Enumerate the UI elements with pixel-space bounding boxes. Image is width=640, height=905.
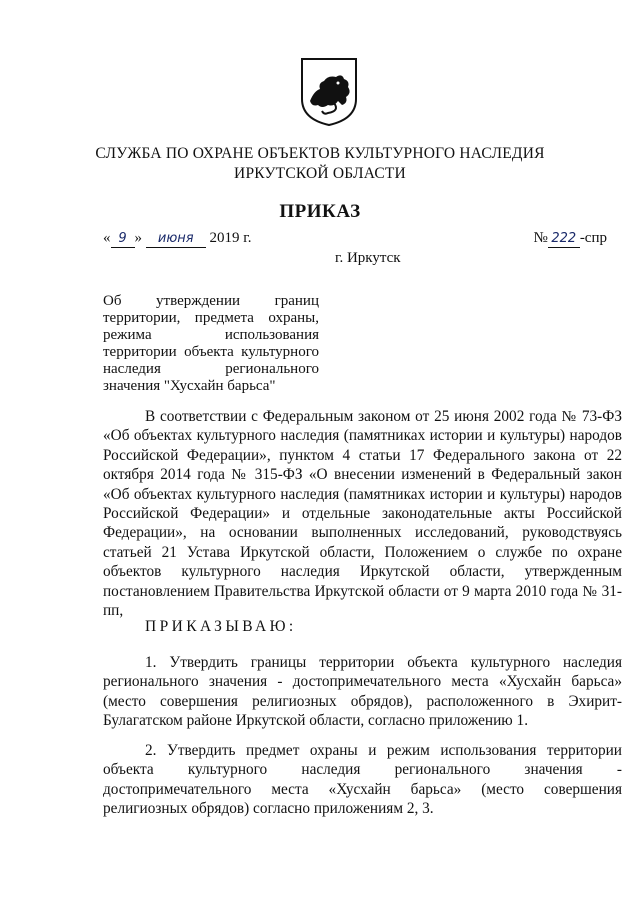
- order-item-1: 1. Утвердить границы территории объекта культурного наследия регионального значения - достопримечательного места «Хусхайн барьса» (место совершения религиозных обрядов), расположенного в Эхирит-Булагатском районе Иркутской области, согласно приложению 1.: [103, 654, 622, 730]
- number-suffix: -спр: [579, 230, 607, 246]
- date-close-quote: »: [134, 230, 142, 246]
- date-month: июня: [157, 231, 194, 246]
- date-open-quote: «: [103, 230, 111, 246]
- document-city: г. Иркутск: [335, 250, 401, 266]
- organization-name-line2: ИРКУТСКОЙ ОБЛАСТИ: [234, 165, 406, 182]
- number-prefix: №: [533, 230, 548, 246]
- subject-line: значения "Хусхайн барьса": [103, 378, 276, 394]
- subject-line: Об утверждении границ: [103, 293, 319, 309]
- subject-line: территории, предмета охраны,: [103, 310, 319, 326]
- number-value: 222: [551, 231, 577, 246]
- document-title: ПРИКАЗ: [279, 201, 361, 222]
- preamble-paragraph: В соответствии с Федеральным законом от 25 июня 2002 года № 73-ФЗ «Об объектах культурного наследия (памятниках истории и культуры) народов Российской Федерации», пунктом 4 статьи 17 Федерального закона от 22 октября 2014 года № 315-ФЗ «О внесении изменений в Федеральный закон «Об объектах культурного наследия (памятниках истории и культуры) народов Российской Федерации» и отдельные законодательные акты Российской Федерации», на основании выполненных исследований, руководствуясь статьей 21 Устава Иркутской области, Положением о службе по охране объектов культурного наследия Иркутской области, утвержденным постановлением Правительства Иркутской области от 9 марта 2010 года № 31-пп,: [103, 408, 622, 620]
- subject-line: территории объекта культурного: [103, 344, 319, 360]
- date-day: 9: [118, 231, 127, 246]
- coat-of-arms-emblem: [298, 55, 360, 127]
- order-heading: ПРИКАЗЫВАЮ:: [145, 618, 297, 635]
- order-item-2: 2. Утвердить предмет охраны и режим использования территории объекта культурного наследия регионального значения - достопримечательного места «Хусхайн барьса» (место совершения религиозных обрядов) согласно приложениям 2, 3.: [103, 742, 622, 818]
- date-year: 2019 г.: [209, 230, 252, 246]
- organization-name-line1: СЛУЖБА ПО ОХРАНЕ ОБЪЕКТОВ КУЛЬТУРНОГО НАСЛЕДИЯ: [95, 145, 545, 162]
- subject-line: наследия регионального: [103, 361, 319, 377]
- document-number: [534, 230, 608, 248]
- document-date: [103, 230, 251, 248]
- subject-line: режима использования: [103, 327, 319, 343]
- document-subject: [103, 293, 319, 395]
